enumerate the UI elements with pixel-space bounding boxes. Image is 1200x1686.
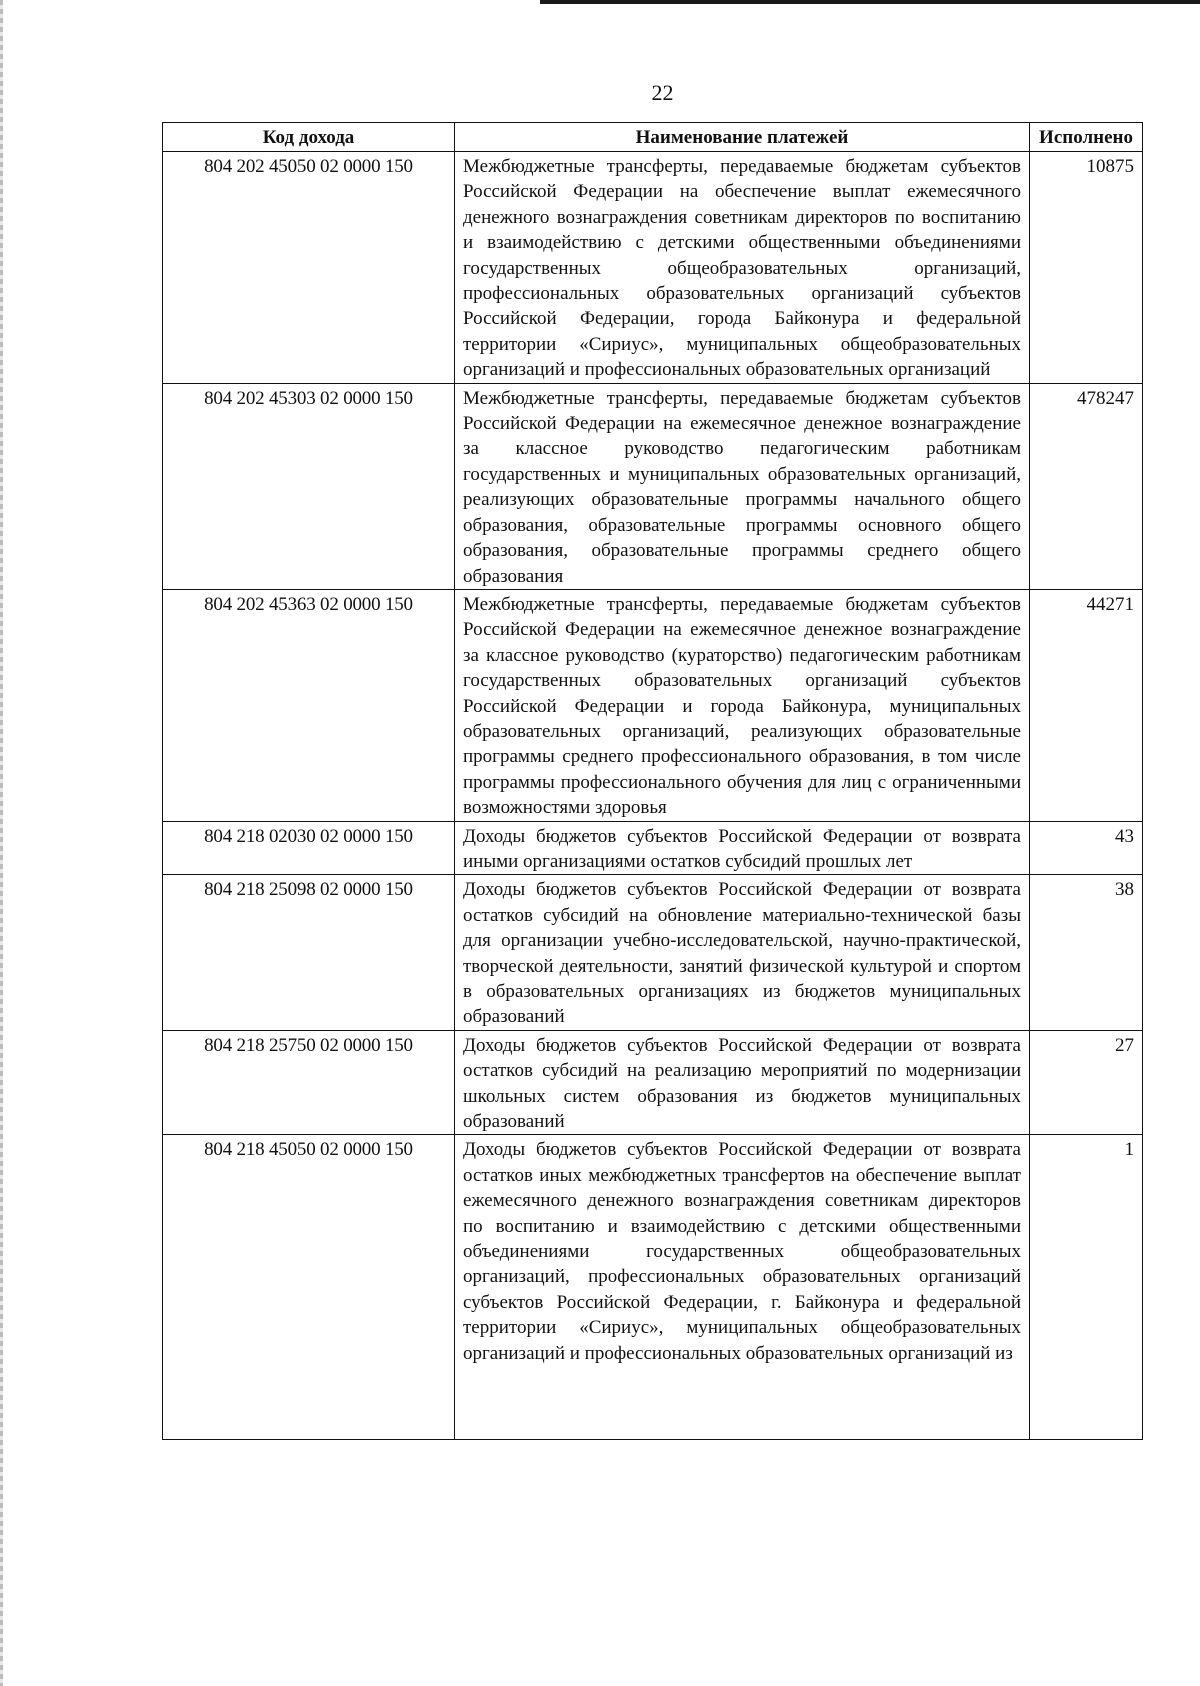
payment-name: Межбюджетные трансферты, передаваемые бюджетам субъектов Российской Федерации на обеспечение выплат ежемесячного денежного вознаграждения советникам директоров по воспитанию и взаимодействию с детскими общественными объединениями государственных общеобразовательных организаций, профессиональных образовательных организаций субъектов Российской Федерации, города Байконура и федеральной территории «Сириус», муниципальных общеобразовательных организаций и профессиональных образовательных организаций xyxy=(455,152,1030,384)
revenue-code: 804 218 45050 02 0000 150 xyxy=(163,1135,455,1440)
payment-name: Доходы бюджетов субъектов Российской Федерации от возврата остатков субсидий на реализацию мероприятий по модернизации школьных систем образования из бюджетов муниципальных образований xyxy=(455,1030,1030,1135)
revenue-code: 804 218 02030 02 0000 150 xyxy=(163,821,455,875)
table-row xyxy=(163,1030,1143,1135)
scan-edge-left xyxy=(0,0,3,1686)
payment-name: Доходы бюджетов субъектов Российской Федерации от возврата остатков иных межбюджетных трансфертов на обеспечение выплат ежемесячного денежного вознаграждения советникам директоров по воспитанию и взаимодействию с детскими общественными объединениями государственных общеобразовательных организаций, профессиональных образовательных организаций субъектов Российской Федерации, г. Байконура и федеральной территории «Сириус», муниципальных общеобразовательных организаций и профессиональных образовательных организаций из xyxy=(455,1135,1030,1440)
header-name: Наименование платежей xyxy=(455,123,1030,152)
header-amount: Исполнено xyxy=(1030,123,1143,152)
revenue-code: 804 218 25750 02 0000 150 xyxy=(163,1030,455,1135)
scan-edge-top xyxy=(540,0,1200,4)
table-row xyxy=(163,1135,1143,1440)
table-row xyxy=(163,875,1143,1030)
revenue-code: 804 202 45303 02 0000 150 xyxy=(163,383,455,589)
header-code: Код дохода xyxy=(163,123,455,152)
page-number: 22 xyxy=(651,80,674,105)
payment-name: Доходы бюджетов субъектов Российской Федерации от возврата остатков субсидий на обновление материально-технической базы для организации учебно-исследовательской, научно-практической, творческой деятельности, занятий физической культурой и спортом в образовательных организациях из бюджетов муниципальных образований xyxy=(455,875,1030,1030)
executed-amount: 44271 xyxy=(1030,589,1143,821)
table-header-row xyxy=(163,123,1143,152)
executed-amount: 1 xyxy=(1030,1135,1143,1440)
revenue-table xyxy=(162,122,1143,1440)
payment-name: Доходы бюджетов субъектов Российской Федерации от возврата иными организациями остатков субсидий прошлых лет xyxy=(455,821,1030,875)
revenue-code: 804 202 45363 02 0000 150 xyxy=(163,589,455,821)
revenue-code: 804 218 25098 02 0000 150 xyxy=(163,875,455,1030)
table-row xyxy=(163,383,1143,589)
executed-amount: 478247 xyxy=(1030,383,1143,589)
executed-amount: 38 xyxy=(1030,875,1143,1030)
executed-amount: 10875 xyxy=(1030,152,1143,384)
executed-amount: 27 xyxy=(1030,1030,1143,1135)
table-row xyxy=(163,152,1143,384)
payment-name: Межбюджетные трансферты, передаваемые бюджетам субъектов Российской Федерации на ежемесячное денежное вознаграждение за классное руководство (кураторство) педагогическим работникам государственных образовательных организаций субъектов Российской Федерации и города Байконура, муниципальных образовательных организаций, реализующих образовательные программы среднего профессионального образования, в том числе программы профессионального обучения для лиц с ограниченными возможностями здоровья xyxy=(455,589,1030,821)
revenue-code: 804 202 45050 02 0000 150 xyxy=(163,152,455,384)
payment-name: Межбюджетные трансферты, передаваемые бюджетам субъектов Российской Федерации на ежемесячное денежное вознаграждение за классное руководство педагогическим работникам государственных и муниципальных образовательных организаций, реализующих образовательные программы начального общего образования, образовательные программы основного общего образования, образовательные программы среднего общего образования xyxy=(455,383,1030,589)
executed-amount: 43 xyxy=(1030,821,1143,875)
table-row xyxy=(163,821,1143,875)
table-row xyxy=(163,589,1143,821)
